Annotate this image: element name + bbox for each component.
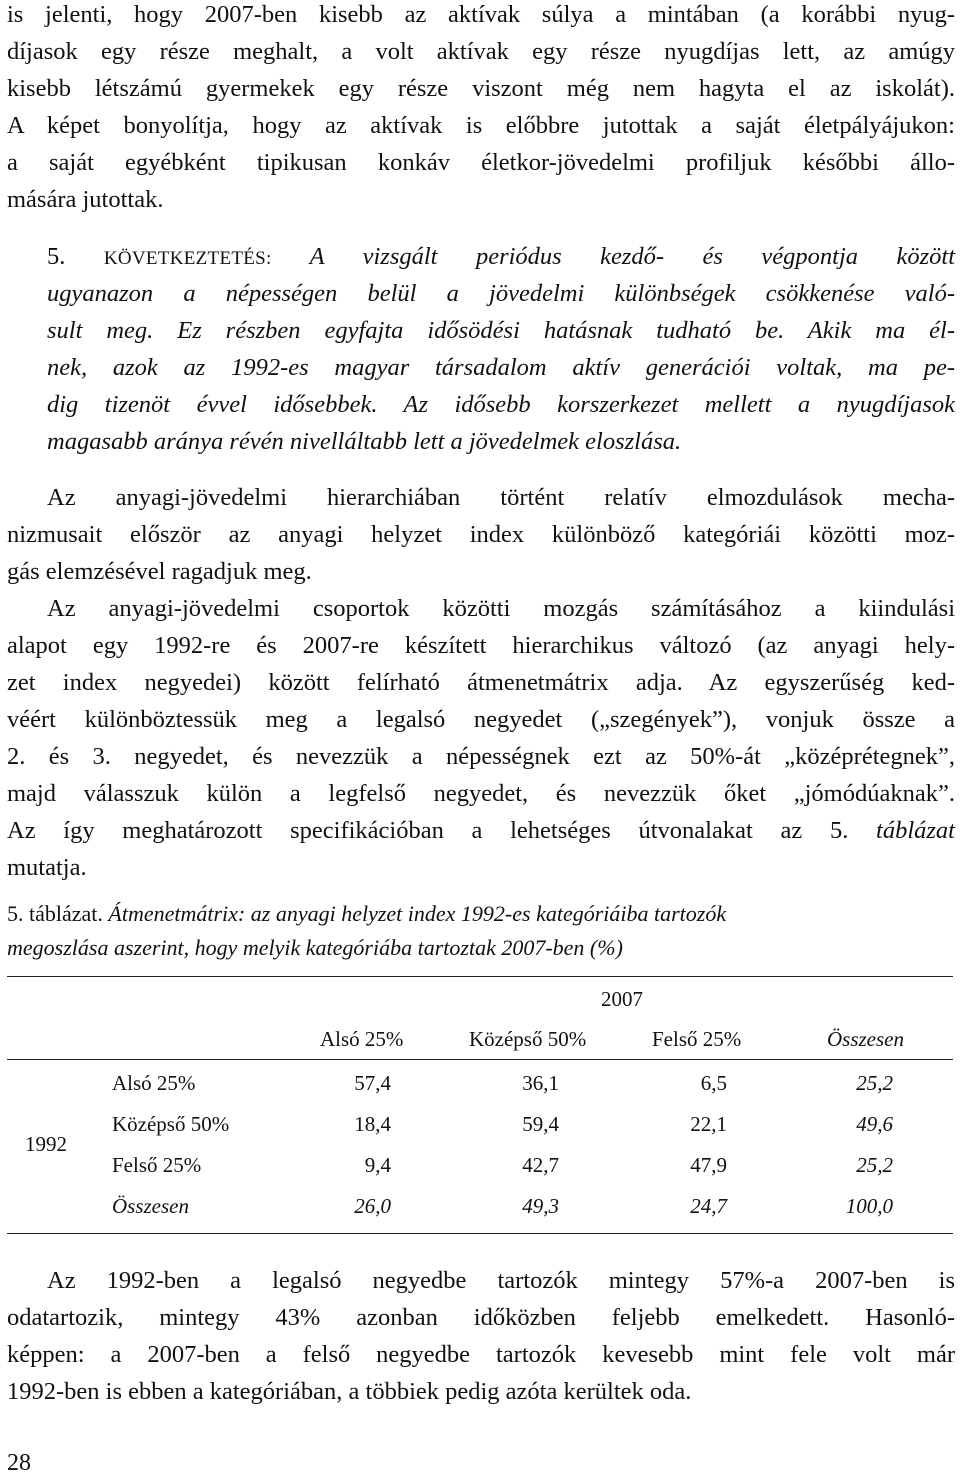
text-line: zet index negyedei) között felírható átmenetmátrix adja. Az egyszerűség ked-: [7, 669, 955, 696]
table-cell: 47,9: [690, 1153, 727, 1177]
text-line: 1992-ben is ebben a kategóriában, a többiek pedig azóta kerültek oda.: [7, 1378, 692, 1405]
table-cell: 18,4: [354, 1112, 391, 1136]
table-cell: 57,4: [354, 1071, 391, 1095]
text-line: gás elemzésével ragadjuk meg.: [7, 558, 312, 585]
table-top-rule: [7, 976, 953, 977]
conclusion-number: 5.: [47, 243, 104, 270]
table-cell: 9,4: [364, 1153, 391, 1177]
text-line: Az 1992-ben a legalsó negyedbe tartozók mintegy 57%-a 2007-ben is: [47, 1267, 955, 1294]
row-label: Összesen: [112, 1194, 189, 1218]
column-header: Összesen: [827, 1027, 904, 1051]
table-cell: 22,1: [690, 1112, 727, 1136]
row-label: Alsó 25%: [112, 1071, 196, 1095]
conclusion-line: ugyanazon a népességen belül a jövedelmi különbségek csökkenése való-: [47, 280, 955, 307]
table-bottom-rule: [7, 1233, 953, 1234]
table-cell: 24,7: [690, 1194, 727, 1218]
text-line: 2. és 3. negyedet, és nevezzük a népességnek ezt az 50%-át „középrétegnek”,: [7, 743, 955, 770]
conclusion-first-line: [47, 242, 955, 274]
table-cell: 6,5: [700, 1071, 727, 1095]
column-header: Alsó 25%: [320, 1027, 404, 1051]
table-cell: 59,4: [522, 1112, 559, 1136]
text-line: is jelenti, hogy 2007-ben kisebb az aktívak súlya a mintában (a korábbi nyug-: [7, 1, 955, 28]
text-line: véért különböztessük meg a legalsó negyedet („szegények”), vonjuk össze a: [7, 706, 955, 733]
row-label: Középső 50%: [112, 1112, 230, 1136]
text-line: mására jutottak.: [7, 186, 164, 213]
table-cell: 100,0: [845, 1194, 893, 1218]
caption-label: 5. táblázat.: [7, 901, 109, 926]
table-cell: 36,1: [522, 1071, 559, 1095]
text-line: odatartozik, mintegy 43% azonban időközben feljebb emelkedett. Hasonló-: [7, 1304, 955, 1331]
conclusion-line: dig tizenöt évvel idősebbek. Az idősebb korszerkezet mellett a nyugdíjasok: [47, 391, 955, 418]
conclusion-label: KÖVETKEZTETÉS:: [103, 248, 272, 269]
table-reference: táblázat: [876, 817, 955, 844]
page-number: 28: [7, 1450, 31, 1476]
table-cell: 49,6: [856, 1112, 893, 1136]
text-line: nizmusait először az anyagi helyzet index különböző kategóriái közötti moz-: [7, 521, 955, 548]
text-line: alapot egy 1992-re és 2007-re készített hierarchikus változó (az anyagi hely-: [7, 632, 955, 659]
text-line: A képet bonyolítja, hogy az aktívak is előbbre jutottak a saját életpályájukon:: [7, 112, 955, 139]
text-line: kisebb létszámú gyermekek egy része viszont még nem hagyta el az iskolát).: [7, 75, 955, 102]
row-label: Felső 25%: [112, 1153, 202, 1177]
column-group-header: 2007: [601, 987, 643, 1011]
text-line: Az anyagi-jövedelmi hierarchiában történt relatív elmozdulások mecha-: [47, 484, 955, 511]
table-cell: 25,2: [856, 1071, 893, 1095]
table-header-rule: [7, 1059, 953, 1060]
text-line: Az anyagi-jövedelmi csoportok közötti mozgás számításához a kiindulási: [47, 595, 955, 622]
text-line: mutatja.: [7, 854, 87, 881]
table-cell: 25,2: [856, 1153, 893, 1177]
table-cell: 26,0: [354, 1194, 391, 1218]
column-header: Felső 25%: [652, 1027, 742, 1051]
text-line: majd válasszuk külön a legfelső negyedet, és nevezzük őket „jómódúaknak”.: [7, 780, 955, 807]
text-line: a saját egyébként tipikusan konkáv életkor-jövedelmi profiljuk későbbi állo-: [7, 149, 955, 176]
conclusion-text: A vizsgált periódus kezdő- és végpontja között: [271, 243, 956, 270]
text-segment: Az így meghatározott specifikációban a lehetséges útvonalakat az 5.: [7, 817, 877, 844]
conclusion-line: magasabb aránya révén nivelláltabb lett a jövedelmek eloszlása.: [47, 428, 682, 455]
caption-line: megoszlása aszerint, hogy melyik kategóriába tartoztak 2007-ben (%): [7, 935, 623, 960]
conclusion-line: nek, azok az 1992-es magyar társadalom aktív generációi voltak, ma pe-: [47, 354, 955, 381]
caption-line: [7, 899, 726, 929]
text-line: [7, 816, 955, 846]
conclusion-line: sult meg. Ez részben egyfajta idősödési hatásnak tudható be. Akik ma él-: [47, 317, 955, 344]
table-cell: 49,3: [522, 1194, 559, 1218]
row-group-header: 1992: [25, 1132, 67, 1156]
column-header: Középső 50%: [469, 1027, 587, 1051]
text-line: képpen: a 2007-ben a felső negyedbe tartozók kevesebb mint fele volt már: [7, 1341, 955, 1368]
text-line: díjasok egy része meghalt, a volt aktívak egy része nyugdíjas lett, az amúgy: [7, 38, 955, 65]
caption-title: Átmenetmátrix: az anyagi helyzet index 1992-es kategóriáiba tartozók: [108, 901, 727, 926]
table-cell: 42,7: [522, 1153, 559, 1177]
